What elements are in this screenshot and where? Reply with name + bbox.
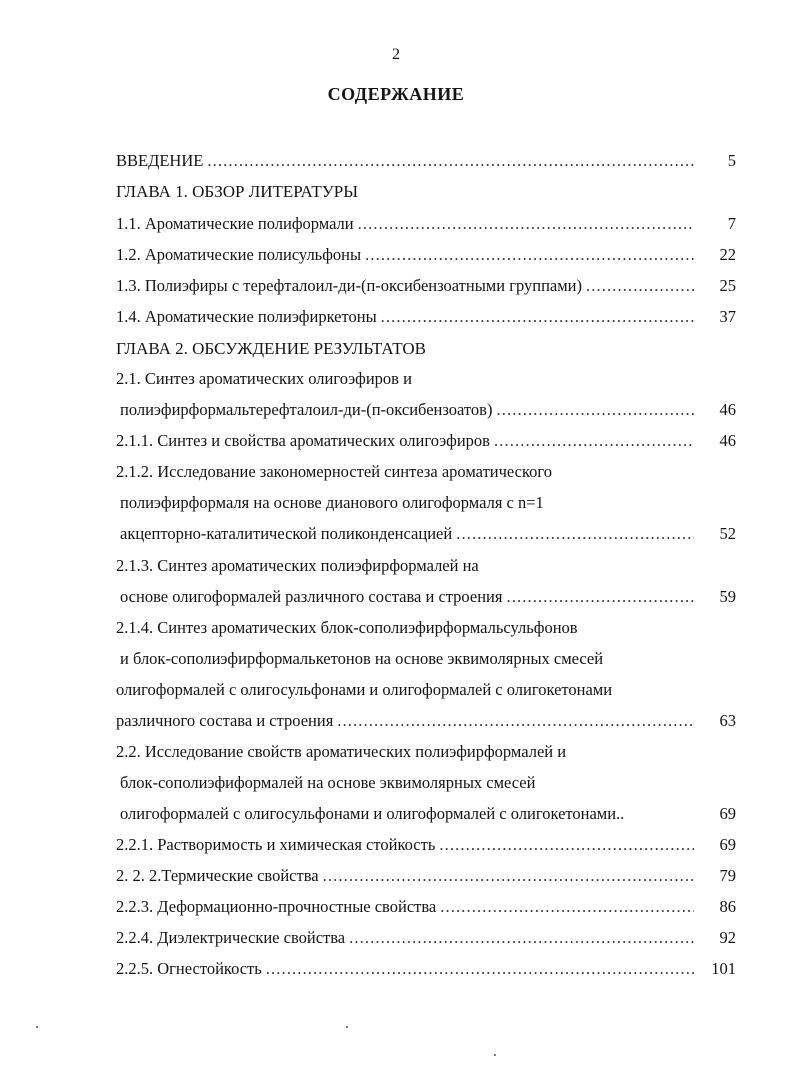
toc-entry-2-2-1: 2.2.1. Растворимость и химическая стойкость . . . 69: [116, 833, 736, 857]
toc-entry-2-1-3: 2.1.3. Синтез ароматических полиэфирформалей на: [116, 556, 479, 575]
toc-entry-2-1-2: 2.1.2. Исследование закономерностей синтеза ароматического: [116, 462, 553, 481]
toc-entry-2-2-5: 2.2.5. Огнестойкость . . . 101: [116, 957, 736, 981]
toc-entry-2-1-cont: полиэфирформальтерефталоил-ди-(п-оксибензоатов) . . . 46: [120, 398, 736, 422]
toc-entry-2-1-2-cont: акцепторно-каталитической поликонденсацией . . . 52: [120, 522, 736, 546]
toc-entry-2-1-4-cont: и блок-сополиэфирформалькетонов на основе эквимолярных смесей: [120, 649, 604, 668]
toc-chapter-1: ГЛАВА 1. ОБЗОР ЛИТЕРАТУРЫ: [116, 182, 359, 201]
page-title: СОДЕРЖАНИЕ: [327, 84, 465, 104]
toc-entry-2-2: 2.2. Исследование свойств ароматических полиэфирформалей и: [116, 742, 567, 761]
scan-speck: [494, 1054, 496, 1056]
toc-entry-1-3: 1.3. Полиэфиры с терефталоил-ди-(п-оксибензоатными группами) . . . 25: [116, 274, 736, 298]
toc-entry-2-2-3: 2.2.3. Деформационно-прочностные свойства . . . 86: [116, 895, 736, 919]
toc-entry-2-1-2-cont: полиэфирформаля на основе дианового олигоформаля с n=1: [120, 493, 544, 512]
toc-entry-1-4: 1.4. Ароматические полиэфиркетоны . . . 37: [116, 305, 736, 329]
toc-entry-2-1-4-cont: олигоформалей с олигосульфонами и олигоформалей с олигокетонами: [116, 680, 613, 699]
scan-speck: [346, 1026, 348, 1028]
toc-entry-2-2-cont: олигоформалей с олигосульфонами и олигоформалей с олигокетонами.. 69: [120, 804, 736, 823]
toc-entry-2-2-4: 2.2.4. Диэлектрические свойства . . . 92: [116, 926, 736, 950]
toc-entry-2-1: 2.1. Синтез ароматических олигоэфиров и: [116, 369, 412, 388]
toc-entry-2-1-1: 2.1.1. Синтез и свойства ароматических олигоэфиров . . . 46: [116, 429, 736, 453]
toc-entry-2-1-4: 2.1.4. Синтез ароматических блок-сополиэфирформальсульфонов: [116, 618, 578, 637]
toc-entry-introduction: ВВЕДЕНИЕ . . . 5: [116, 149, 736, 173]
toc-chapter-2: ГЛАВА 2. ОБСУЖДЕНИЕ РЕЗУЛЬТАТОВ: [116, 339, 426, 358]
toc-entry-1-2: 1.2. Ароматические полисульфоны . . . 22: [116, 243, 736, 267]
page-number: 2: [392, 46, 400, 63]
toc-entry-2-1-3-cont: основе олигоформалей различного состава и строения . . . 59: [120, 585, 736, 609]
toc-entry-2-2-cont: блок-сополиэфиформалей на основе эквимолярных смесей: [120, 773, 536, 792]
toc-entry-1-1: 1.1. Ароматические полиформали . . . 7: [116, 212, 736, 236]
toc-entry-2-2-2: 2. 2. 2.Термические свойства . . . 79: [116, 864, 736, 888]
toc-entry-2-1-4-cont: различного состава и строения . . . 63: [116, 709, 736, 733]
scan-speck: [36, 1026, 38, 1028]
